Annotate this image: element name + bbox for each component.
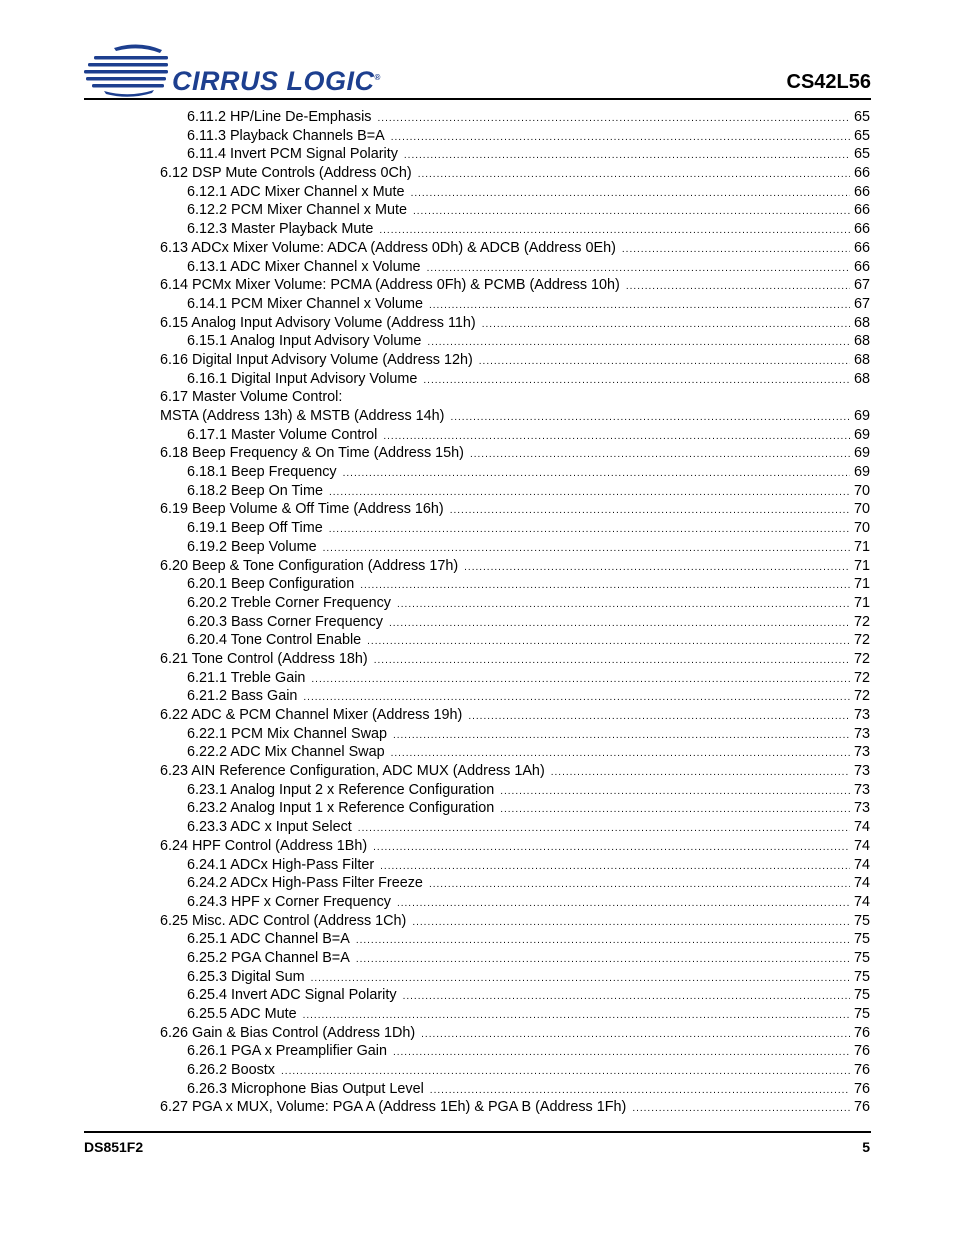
toc-entry-page: 73	[853, 781, 870, 798]
toc-entry[interactable]	[160, 650, 870, 669]
toc-entry-page: 71	[853, 557, 870, 574]
toc-entry-page: 76	[853, 1062, 870, 1079]
toc-entry-page: 75	[853, 931, 870, 948]
toc-dot-leader	[397, 596, 850, 615]
toc-entry-title: 6.18 Beep Frequency & On Time (Address 15h)	[160, 445, 464, 462]
toc-dot-leader	[367, 633, 850, 652]
toc-entry[interactable]	[160, 127, 870, 146]
toc-entry-page: 73	[853, 800, 870, 817]
toc-dot-leader	[356, 932, 850, 951]
toc-dot-leader	[360, 577, 850, 596]
toc-entry-title: 6.15.1 Analog Input Advisory Volume	[187, 333, 422, 350]
toc-entry[interactable]	[160, 818, 870, 837]
toc-entry-title: 6.16.1 Digital Input Advisory Volume	[187, 370, 418, 387]
toc-entry-page: 74	[853, 819, 870, 836]
toc-entry[interactable]	[160, 482, 870, 501]
toc-entry-title: 6.19.1 Beep Off Time	[187, 520, 323, 537]
toc-dot-leader	[411, 185, 850, 204]
toc-entry-page: 65	[853, 127, 870, 144]
toc-entry-page: 66	[853, 239, 870, 256]
toc-entry-title: 6.25.2 PGA Channel B=A	[187, 949, 350, 966]
toc-entry[interactable]	[160, 930, 870, 949]
toc-entry-page: 72	[853, 650, 870, 667]
toc-dot-leader	[421, 1026, 850, 1045]
toc-entry-title: 6.12.1 ADC Mixer Channel x Mute	[187, 183, 405, 200]
toc-entry-page: 72	[853, 613, 870, 630]
toc-entry[interactable]	[160, 164, 870, 183]
toc-entry-page: 72	[853, 669, 870, 686]
toc-entry[interactable]	[160, 388, 870, 407]
toc-entry[interactable]	[160, 893, 870, 912]
toc-dot-leader	[450, 502, 850, 521]
toc-entry[interactable]	[160, 594, 870, 613]
toc-entry-title: 6.11.2 HP/Line De-Emphasis	[187, 109, 372, 125]
toc-entry[interactable]	[160, 145, 870, 164]
toc-entry-title: 6.23 AIN Reference Configuration, ADC MUX (Address 1Ah)	[160, 763, 545, 780]
toc-entry[interactable]	[160, 463, 870, 482]
toc-entry[interactable]	[160, 201, 870, 220]
toc-entry-title: 6.22.1 PCM Mix Channel Swap	[187, 725, 387, 742]
toc-entry-title: 6.13 ADCx Mixer Volume: ADCA (Address 0Dh) & ADCB (Address 0Eh)	[160, 239, 616, 256]
toc-dot-leader	[413, 203, 850, 222]
toc-entry-page: 65	[853, 109, 870, 125]
toc-entry[interactable]	[160, 314, 870, 333]
toc-entry-title: 6.22.2 ADC Mix Channel Swap	[187, 744, 385, 761]
toc-entry-title: 6.12.3 Master Playback Mute	[187, 221, 374, 238]
toc-entry[interactable]	[160, 687, 870, 706]
toc-entry-title: 6.26.1 PGA x Preamplifier Gain	[187, 1043, 387, 1060]
toc-entry-title: 6.12 DSP Mute Controls (Address 0Ch)	[160, 165, 412, 182]
toc-entry-page: 75	[853, 912, 870, 929]
toc-entry-title: 6.25 Misc. ADC Control (Address 1Ch)	[160, 912, 407, 929]
toc-entry-page: 75	[853, 987, 870, 1004]
toc-entry-title: 6.14.1 PCM Mixer Channel x Volume	[187, 295, 423, 312]
toc-entry[interactable]	[160, 108, 870, 127]
toc-entry[interactable]	[160, 706, 870, 725]
toc-entry-title: 6.19.2 Beep Volume	[187, 538, 317, 555]
toc-entry-title: 6.25.1 ADC Channel B=A	[187, 931, 350, 948]
toc-entry[interactable]	[160, 370, 870, 389]
toc-entry-title: 6.25.3 Digital Sum	[187, 968, 305, 985]
toc-entry-title: 6.26.3 Microphone Bias Output Level	[187, 1080, 424, 1097]
toc-dot-leader	[464, 559, 850, 578]
toc-dot-leader	[343, 465, 850, 484]
toc-dot-leader	[378, 110, 850, 129]
toc-entry[interactable]	[160, 743, 870, 762]
toc-dot-leader	[626, 278, 850, 297]
toc-entry-title: 6.25.5 ADC Mute	[187, 1006, 297, 1022]
toc-entry-title: 6.19 Beep Volume & Off Time (Address 16h)	[160, 501, 444, 518]
toc-entry-title: 6.11.4 Invert PCM Signal Polarity	[187, 146, 398, 163]
toc-entry[interactable]	[160, 239, 870, 258]
toc-entry-page: 71	[853, 576, 870, 593]
toc-dot-leader	[356, 951, 850, 970]
toc-entry-page: 69	[853, 408, 870, 424]
toc-entry-title: 6.13.1 ADC Mixer Channel x Volume	[187, 258, 421, 275]
toc-dot-leader	[450, 409, 850, 428]
toc-entry-title: 6.23.1 Analog Input 2 x Reference Configuration	[187, 781, 495, 798]
toc-entry[interactable]	[160, 1005, 870, 1024]
toc-entry-title: 6.20.3 Bass Corner Frequency	[187, 613, 383, 630]
toc-dot-leader	[500, 783, 850, 802]
toc-entry-title: 6.18.2 Beep On Time	[187, 482, 323, 499]
toc-entry-page: 73	[853, 744, 870, 761]
toc-dot-leader	[397, 895, 850, 914]
toc-entry-title: 6.20.4 Tone Control Enable	[187, 632, 362, 649]
toc-entry[interactable]	[160, 426, 870, 445]
toc-entry-title: 6.24 HPF Control (Address 1Bh)	[160, 837, 368, 854]
toc-entry-title: 6.21.1 Treble Gain	[187, 669, 306, 686]
toc-entry[interactable]	[160, 444, 870, 463]
toc-entry-page: 67	[853, 277, 870, 294]
toc-entry-title: 6.26.2 Boostx	[187, 1062, 276, 1079]
toc-entry[interactable]	[160, 949, 870, 968]
toc-entry-title: 6.26 Gain & Bias Control (Address 1Dh)	[160, 1024, 416, 1041]
table-of-contents	[160, 108, 870, 1117]
toc-dot-leader	[551, 764, 850, 783]
toc-entry-title: 6.21.2 Bass Gain	[187, 688, 298, 705]
toc-entry[interactable]	[160, 631, 870, 650]
toc-entry-page: 74	[853, 875, 870, 892]
toc-dot-leader	[632, 1100, 850, 1119]
toc-entry[interactable]	[160, 220, 870, 239]
toc-entry-page: 74	[853, 856, 870, 873]
toc-entry[interactable]	[160, 1098, 870, 1117]
toc-entry-page: 74	[853, 837, 870, 854]
toc-entry-page: 76	[853, 1080, 870, 1097]
toc-entry[interactable]	[160, 258, 870, 277]
toc-entry[interactable]	[160, 725, 870, 744]
toc-entry[interactable]	[160, 781, 870, 800]
toc-entry-page: 68	[853, 351, 870, 368]
toc-entry[interactable]	[160, 276, 870, 295]
logo-wordmark: CIRRUS LOGIC®	[172, 66, 381, 96]
toc-entry[interactable]	[160, 183, 870, 202]
toc-entry-page: 66	[853, 202, 870, 219]
toc-entry[interactable]	[160, 351, 870, 370]
toc-entry-title: 6.23.2 Analog Input 1 x Reference Configuration	[187, 800, 495, 817]
toc-entry-title: 6.12.2 PCM Mixer Channel x Mute	[187, 202, 407, 219]
toc-entry-page: 68	[853, 333, 870, 350]
toc-dot-leader	[500, 801, 850, 820]
toc-dot-leader	[311, 671, 850, 690]
toc-dot-leader	[470, 446, 850, 465]
toc-entry[interactable]	[160, 1042, 870, 1061]
toc-entry-page: 66	[853, 258, 870, 275]
toc-entry-page: 67	[853, 295, 870, 312]
toc-entry[interactable]	[160, 762, 870, 781]
footer-page-number: 5	[862, 1139, 870, 1155]
toc-entry-page: 68	[853, 370, 870, 387]
toc-entry[interactable]	[160, 986, 870, 1005]
toc-dot-leader	[403, 988, 850, 1007]
toc-dot-leader	[423, 372, 850, 391]
toc-entry[interactable]	[160, 799, 870, 818]
toc-entry-page: 66	[853, 221, 870, 238]
toc-entry-title: 6.14 PCMx Mixer Volume: PCMA (Address 0Fh) & PCMB (Address 10h)	[160, 277, 620, 294]
logo-swoosh-icon	[84, 42, 174, 98]
footer-doc-id: DS851F2	[84, 1139, 144, 1155]
footer-rule	[84, 1131, 871, 1133]
toc-entry-title: 6.24.2 ADCx High-Pass Filter Freeze	[187, 875, 423, 892]
page-header	[84, 40, 871, 100]
toc-entry-page: 75	[853, 1006, 870, 1022]
toc-entry[interactable]	[160, 1080, 870, 1099]
toc-dot-leader	[404, 147, 850, 166]
toc-entry-page: 75	[853, 968, 870, 985]
toc-entry[interactable]	[160, 557, 870, 576]
toc-entry[interactable]	[160, 837, 870, 856]
toc-entry-page: 73	[853, 725, 870, 742]
toc-entry-page: 70	[853, 482, 870, 499]
toc-entry-page: 66	[853, 183, 870, 200]
toc-entry-page: 69	[853, 445, 870, 462]
toc-entry[interactable]	[160, 856, 870, 875]
toc-entry-title: 6.17 Master Volume Control:	[160, 389, 343, 406]
toc-entry-page: 74	[853, 893, 870, 910]
toc-entry-title: 6.16 Digital Input Advisory Volume (Address 12h)	[160, 351, 473, 368]
toc-entry-page: 73	[853, 707, 870, 723]
toc-entry-title: 6.25.4 Invert ADC Signal Polarity	[187, 987, 397, 1004]
toc-dot-leader	[380, 858, 850, 877]
toc-dot-leader	[358, 820, 850, 839]
toc-dot-leader	[468, 708, 850, 727]
cirrus-logic-logo	[84, 42, 384, 98]
toc-entry-title: 6.20 Beep & Tone Configuration (Address 17h)	[160, 557, 459, 574]
toc-entry-page: 75	[853, 949, 870, 966]
toc-entry[interactable]	[160, 968, 870, 987]
toc-dot-leader	[482, 316, 850, 335]
toc-entry-page: 65	[853, 146, 870, 163]
toc-dot-leader	[622, 241, 850, 260]
toc-dot-leader	[393, 1044, 850, 1063]
toc-dot-leader	[391, 129, 850, 148]
toc-entry[interactable]	[160, 538, 870, 557]
toc-entry-title: 6.17.1 Master Volume Control	[187, 426, 378, 443]
toc-entry-title: 6.21 Tone Control (Address 18h)	[160, 650, 368, 667]
toc-entry-title: MSTA (Address 13h) & MSTB (Address 14h)	[160, 408, 445, 424]
toc-dot-leader	[373, 839, 850, 858]
toc-dot-leader	[427, 334, 850, 353]
toc-entry-page: 71	[853, 594, 870, 611]
toc-entry[interactable]	[160, 332, 870, 351]
toc-entry-title: 6.18.1 Beep Frequency	[187, 464, 337, 481]
toc-entry-page: 69	[853, 426, 870, 443]
toc-entry[interactable]	[160, 669, 870, 688]
toc-entry-title: 6.11.3 Playback Channels B=A	[187, 127, 385, 144]
toc-dot-leader	[429, 876, 850, 895]
toc-entry-title: 6.24.1 ADCx High-Pass Filter	[187, 856, 375, 873]
toc-entry-page: 70	[853, 520, 870, 537]
toc-entry-page: 72	[853, 688, 870, 705]
toc-entry[interactable]	[160, 500, 870, 519]
toc-entry[interactable]	[160, 874, 870, 893]
toc-entry[interactable]	[160, 295, 870, 314]
toc-entry-page: 66	[853, 165, 870, 182]
toc-dot-leader	[479, 353, 850, 372]
toc-entry-page: 76	[853, 1043, 870, 1060]
toc-entry-page: 68	[853, 314, 870, 331]
toc-entry[interactable]	[160, 575, 870, 594]
toc-entry-title: 6.20.2 Treble Corner Frequency	[187, 594, 391, 611]
toc-entry-title: 6.24.3 HPF x Corner Frequency	[187, 893, 391, 910]
toc-entry-page: 70	[853, 501, 870, 518]
toc-entry-title: 6.15 Analog Input Advisory Volume (Address 11h)	[160, 314, 476, 331]
toc-entry-title: 6.27 PGA x MUX, Volume: PGA A (Address 1Eh) & PGA B (Address 1Fh)	[160, 1099, 627, 1116]
toc-entry-title: 6.23.3 ADC x Input Select	[187, 819, 352, 836]
toc-entry-page: 71	[853, 538, 870, 555]
header-rule	[84, 98, 871, 100]
toc-entry[interactable]	[160, 1061, 870, 1080]
toc-dot-leader	[393, 727, 850, 746]
toc-entry-page: 69	[853, 464, 870, 481]
toc-entry[interactable]	[160, 912, 870, 931]
toc-entry[interactable]	[160, 613, 870, 632]
toc-dot-leader	[389, 615, 850, 634]
toc-entry-page: 73	[853, 763, 870, 780]
toc-entry[interactable]	[160, 519, 870, 538]
document-code: CS42L56	[786, 71, 871, 93]
toc-dot-leader	[418, 166, 850, 185]
toc-entry[interactable]	[160, 407, 870, 426]
toc-dot-leader	[429, 297, 850, 316]
toc-entry-title: 6.20.1 Beep Configuration	[187, 576, 355, 593]
toc-dot-leader	[374, 652, 850, 671]
toc-entry-page: 72	[853, 632, 870, 649]
toc-entry-page: 76	[853, 1024, 870, 1041]
toc-dot-leader	[329, 521, 850, 540]
toc-entry-page: 76	[853, 1099, 870, 1116]
toc-entry-title: 6.22 ADC & PCM Channel Mixer (Address 19h)	[160, 707, 463, 723]
toc-dot-leader	[412, 914, 850, 933]
toc-entry[interactable]	[160, 1024, 870, 1043]
